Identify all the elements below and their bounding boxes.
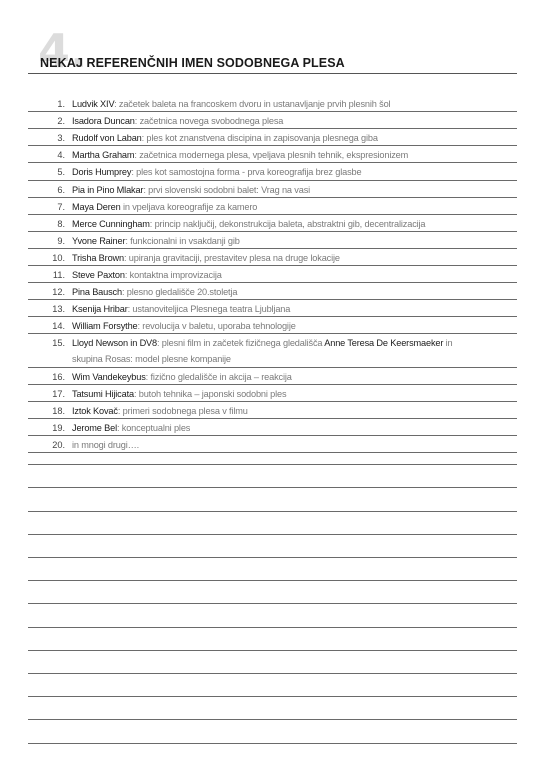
- item-name-secondary: Anne Teresa De Keersmaeker: [324, 338, 444, 349]
- item-description: : ples kot samostojna forma - prva koreografija brez glasbe: [131, 167, 362, 178]
- item-name: Lloyd Newson in DV8: [72, 338, 157, 349]
- item-description: in mnogi drugi….: [72, 440, 140, 451]
- ruled-line: [28, 265, 517, 266]
- item-number: 7.: [57, 201, 65, 212]
- item-text: [72, 403, 248, 419]
- list-item: [0, 96, 547, 112]
- item-text: [72, 386, 286, 402]
- list-item: [0, 182, 547, 198]
- item-number: 16.: [52, 371, 65, 382]
- item-number: 5.: [57, 167, 65, 178]
- item-description: : fizično gledališče in akcija – reakcija: [145, 371, 292, 382]
- ruled-line: [28, 197, 517, 198]
- ruled-line: [28, 180, 517, 181]
- item-name: Pia in Pino Mlakar: [72, 184, 144, 195]
- item-name: Merce Cunningham: [72, 218, 150, 229]
- item-number: 17.: [52, 388, 65, 399]
- item-number: 1.: [57, 99, 65, 109]
- item-text: [72, 267, 222, 283]
- item-text: [72, 233, 240, 249]
- ruled-line: [28, 401, 517, 402]
- ruled-line: [28, 418, 517, 419]
- item-text: [72, 250, 340, 266]
- item-description: : plesni film in začetek fizičnega gledališča: [157, 338, 325, 349]
- list-item: [0, 403, 547, 419]
- item-description-secondary: in skupina Rosas: model plesne kompanije: [72, 338, 453, 365]
- item-description: : začetek baleta na francoskem dvoru in ustanavljanje prvih plesnih šol: [114, 99, 391, 109]
- list-item: [0, 386, 547, 402]
- ruled-line: [28, 743, 517, 744]
- list-item: [0, 369, 547, 385]
- item-number: 6.: [57, 184, 65, 195]
- list-item: [0, 233, 547, 249]
- item-number: 15.: [52, 338, 65, 349]
- item-description: : začetnica modernega plesa, vpeljava plesnih tehnik, ekspresionizem: [134, 150, 409, 161]
- item-name: Iztok Kovač: [72, 405, 118, 416]
- item-name: Isadora Duncan: [72, 116, 135, 127]
- item-text: [72, 199, 257, 215]
- item-number: 8.: [57, 218, 65, 229]
- ruled-line: [28, 511, 517, 512]
- item-name: Maya Deren: [72, 201, 121, 212]
- ruled-line: [28, 603, 517, 604]
- item-description: : začetnica novega svobodnega plesa: [134, 116, 284, 127]
- item-name: Trisha Brown: [72, 252, 124, 263]
- ruled-line: [28, 282, 517, 283]
- ruled-line: [28, 719, 517, 720]
- item-name: Wim Vandekeybus: [72, 371, 146, 382]
- item-number: 12.: [52, 287, 65, 298]
- item-name: Ludvik XIV: [72, 99, 115, 109]
- ruled-line: [28, 214, 517, 215]
- item-number: 10.: [52, 252, 65, 263]
- item-name: Ksenija Hribar: [72, 304, 128, 315]
- list-item: [0, 318, 547, 334]
- ruled-line: [28, 248, 517, 249]
- item-description: : konceptualni ples: [116, 423, 191, 434]
- list-item: [0, 335, 547, 367]
- item-number: 13.: [52, 304, 65, 315]
- item-name: Doris Humprey: [72, 167, 132, 178]
- list-item: [0, 164, 547, 180]
- item-name: Pina Bausch: [72, 287, 122, 298]
- list-item: [0, 284, 547, 300]
- ruled-line: [28, 696, 517, 697]
- ruled-line: [28, 452, 517, 453]
- ruled-line: [28, 580, 517, 581]
- item-number: 2.: [57, 116, 65, 127]
- item-number: 11.: [52, 270, 65, 280]
- item-number: 19.: [52, 423, 65, 434]
- ruled-line: [28, 627, 517, 628]
- item-description: in vpeljava koreografije za kamero: [120, 201, 258, 212]
- item-text: [72, 182, 310, 198]
- item-name: Rudolf von Laban: [72, 133, 142, 144]
- ruled-line: [28, 111, 517, 112]
- item-name: William Forsythe: [72, 321, 138, 332]
- list-item: [0, 199, 547, 215]
- ruled-line: [28, 435, 517, 436]
- title-divider: [28, 73, 517, 74]
- item-number: 4.: [57, 150, 65, 161]
- ruled-line: [28, 128, 517, 129]
- ruled-line: [28, 673, 517, 674]
- ruled-line: [28, 367, 517, 368]
- item-text: [72, 147, 408, 163]
- item-text: [72, 164, 361, 180]
- item-text: [72, 96, 390, 112]
- list-item: [0, 420, 547, 436]
- item-text: [72, 216, 425, 232]
- item-name: Jerome Bel: [72, 423, 117, 434]
- item-description: : upiranja gravitaciji, prestavitev plesa na druge lokacije: [123, 252, 340, 263]
- item-description: : butoh tehnika – japonski sodobni ples: [133, 388, 287, 399]
- ruled-line: [28, 384, 517, 385]
- list-item: [0, 437, 547, 453]
- item-text: [72, 284, 237, 300]
- item-number: 9.: [57, 235, 65, 246]
- item-description: : revolucija v baletu, uporaba tehnologije: [137, 321, 296, 332]
- item-text: [72, 301, 290, 317]
- item-number: 3.: [57, 133, 65, 144]
- item-description: : funkcionalni in vsakdanji gib: [125, 235, 240, 246]
- list-item: [0, 301, 547, 317]
- item-description: : primeri sodobnega plesa v filmu: [117, 405, 248, 416]
- item-description: : kontaktna improvizacija: [124, 270, 222, 280]
- item-number: 20.: [52, 440, 65, 451]
- list-item: [0, 130, 547, 146]
- ruled-line: [28, 333, 517, 334]
- item-text: [72, 335, 472, 367]
- item-text: [72, 437, 139, 453]
- ruled-line: [28, 316, 517, 317]
- ruled-line: [28, 557, 517, 558]
- item-name: Martha Graham: [72, 150, 135, 161]
- item-number: 14.: [52, 321, 65, 332]
- item-text: [72, 318, 296, 334]
- item-description: : prvi slovenski sodobni balet: Vrag na vasi: [143, 184, 311, 195]
- item-description: : ples kot znanstvena discipina in zapisovanja plesnega giba: [141, 133, 378, 144]
- ruled-line: [28, 650, 517, 651]
- ruled-line: [28, 145, 517, 146]
- item-text: [72, 113, 283, 129]
- ruled-line: [28, 299, 517, 300]
- page-title: NEKAJ REFERENČNIH IMEN SODOBNEGA PLESA: [40, 56, 345, 70]
- ruled-line: [28, 231, 517, 232]
- item-text: [72, 130, 378, 146]
- section-number: 4.: [38, 24, 88, 78]
- item-text: [72, 420, 190, 436]
- list-item: [0, 147, 547, 163]
- item-number: 18.: [52, 405, 65, 416]
- ruled-line: [28, 487, 517, 488]
- list-item: [0, 216, 547, 232]
- item-description: : plesno gledališče 20.stoletja: [121, 287, 238, 298]
- item-name: Steve Paxton: [72, 270, 125, 280]
- item-name: Yvone Rainer: [72, 235, 126, 246]
- item-text: [72, 369, 292, 385]
- item-description: : ustanoviteljica Plesnega teatra Ljubljana: [127, 304, 291, 315]
- list-item: [0, 250, 547, 266]
- ruled-line: [28, 464, 517, 465]
- item-description: : princip naključij, dekonstrukcija baleta, abstraktni gib, decentralizacija: [149, 218, 426, 229]
- ruled-line: [28, 534, 517, 535]
- list-item: [0, 267, 547, 283]
- ruled-line: [28, 162, 517, 163]
- list-item: [0, 113, 547, 129]
- item-name: Tatsumi Hijicata: [72, 388, 134, 399]
